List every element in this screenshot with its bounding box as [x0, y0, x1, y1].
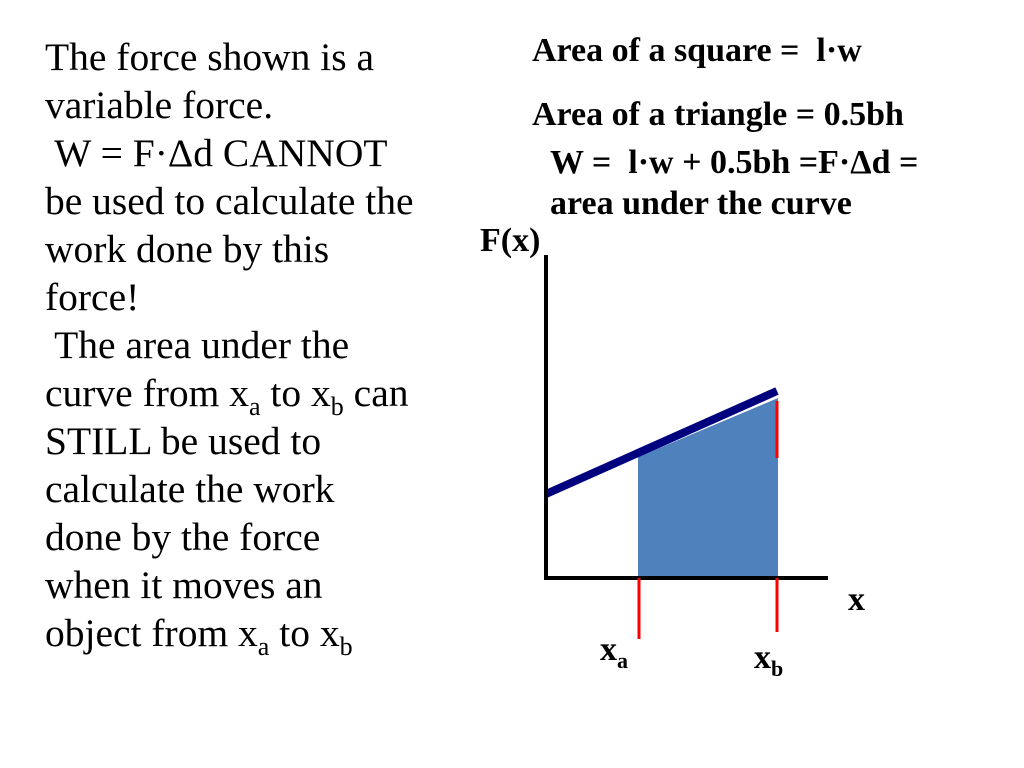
work-formula-line-2: area under the curve [550, 185, 852, 222]
subscript-a: a [249, 392, 261, 421]
explanation-text [45, 33, 485, 661]
explanation-line-3 [45, 129, 485, 177]
explanation-segment: can [343, 371, 409, 415]
explanation-segment: variable force. [45, 83, 274, 127]
xb-label-base: x [754, 639, 771, 676]
explanation-segment: to x [260, 371, 331, 415]
explanation-segment: when it moves an [45, 563, 323, 607]
explanation-line-6 [45, 273, 485, 321]
xb-label [754, 639, 783, 681]
explanation-line-8 [45, 369, 485, 421]
x-axis-label: x [848, 581, 865, 618]
explanation-segment: curve from x [45, 371, 249, 415]
explanation-line-7 [45, 321, 485, 369]
explanation-segment: to x [269, 611, 340, 655]
explanation-line-2 [45, 81, 485, 129]
explanation-line-9 [45, 417, 485, 465]
explanation-segment: The area under the [45, 323, 350, 367]
explanation-segment: The force shown is a [45, 35, 375, 79]
xa-label-base: x [600, 631, 617, 668]
explanation-segment: STILL be used to [45, 419, 322, 463]
explanation-segment: W = F·Δd CANNOT [45, 131, 388, 175]
subscript-a: a [257, 632, 270, 661]
explanation-segment: force! [45, 275, 140, 319]
explanation-line-4 [45, 177, 485, 225]
explanation-segment: done by the force [45, 515, 321, 559]
explanation-line-11 [45, 513, 485, 561]
subscript-b: b [339, 632, 353, 661]
explanation-line-1 [45, 33, 485, 81]
explanation-line-5 [45, 225, 485, 273]
xb-label-subscript: b [771, 656, 784, 681]
xa-label-subscript: a [617, 648, 628, 673]
explanation-line-10 [45, 465, 485, 513]
area-square-formula: Area of a square = l·w [532, 32, 862, 69]
explanation-segment: object from x [45, 611, 258, 655]
subscript-b: b [330, 392, 344, 421]
explanation-segment: calculate the work [45, 467, 335, 511]
y-axis-label: F(x) [480, 222, 541, 259]
explanation-line-12 [45, 561, 485, 609]
explanation-segment: be used to calculate the [45, 179, 414, 223]
explanation-line-13 [45, 609, 485, 661]
explanation-segment: work done by this [45, 227, 330, 271]
area-triangle-formula: Area of a triangle = 0.5bh [532, 96, 904, 133]
xa-label [600, 631, 628, 673]
work-formula-line-1: W = l·w + 0.5bh =F·Δd = [550, 144, 919, 181]
